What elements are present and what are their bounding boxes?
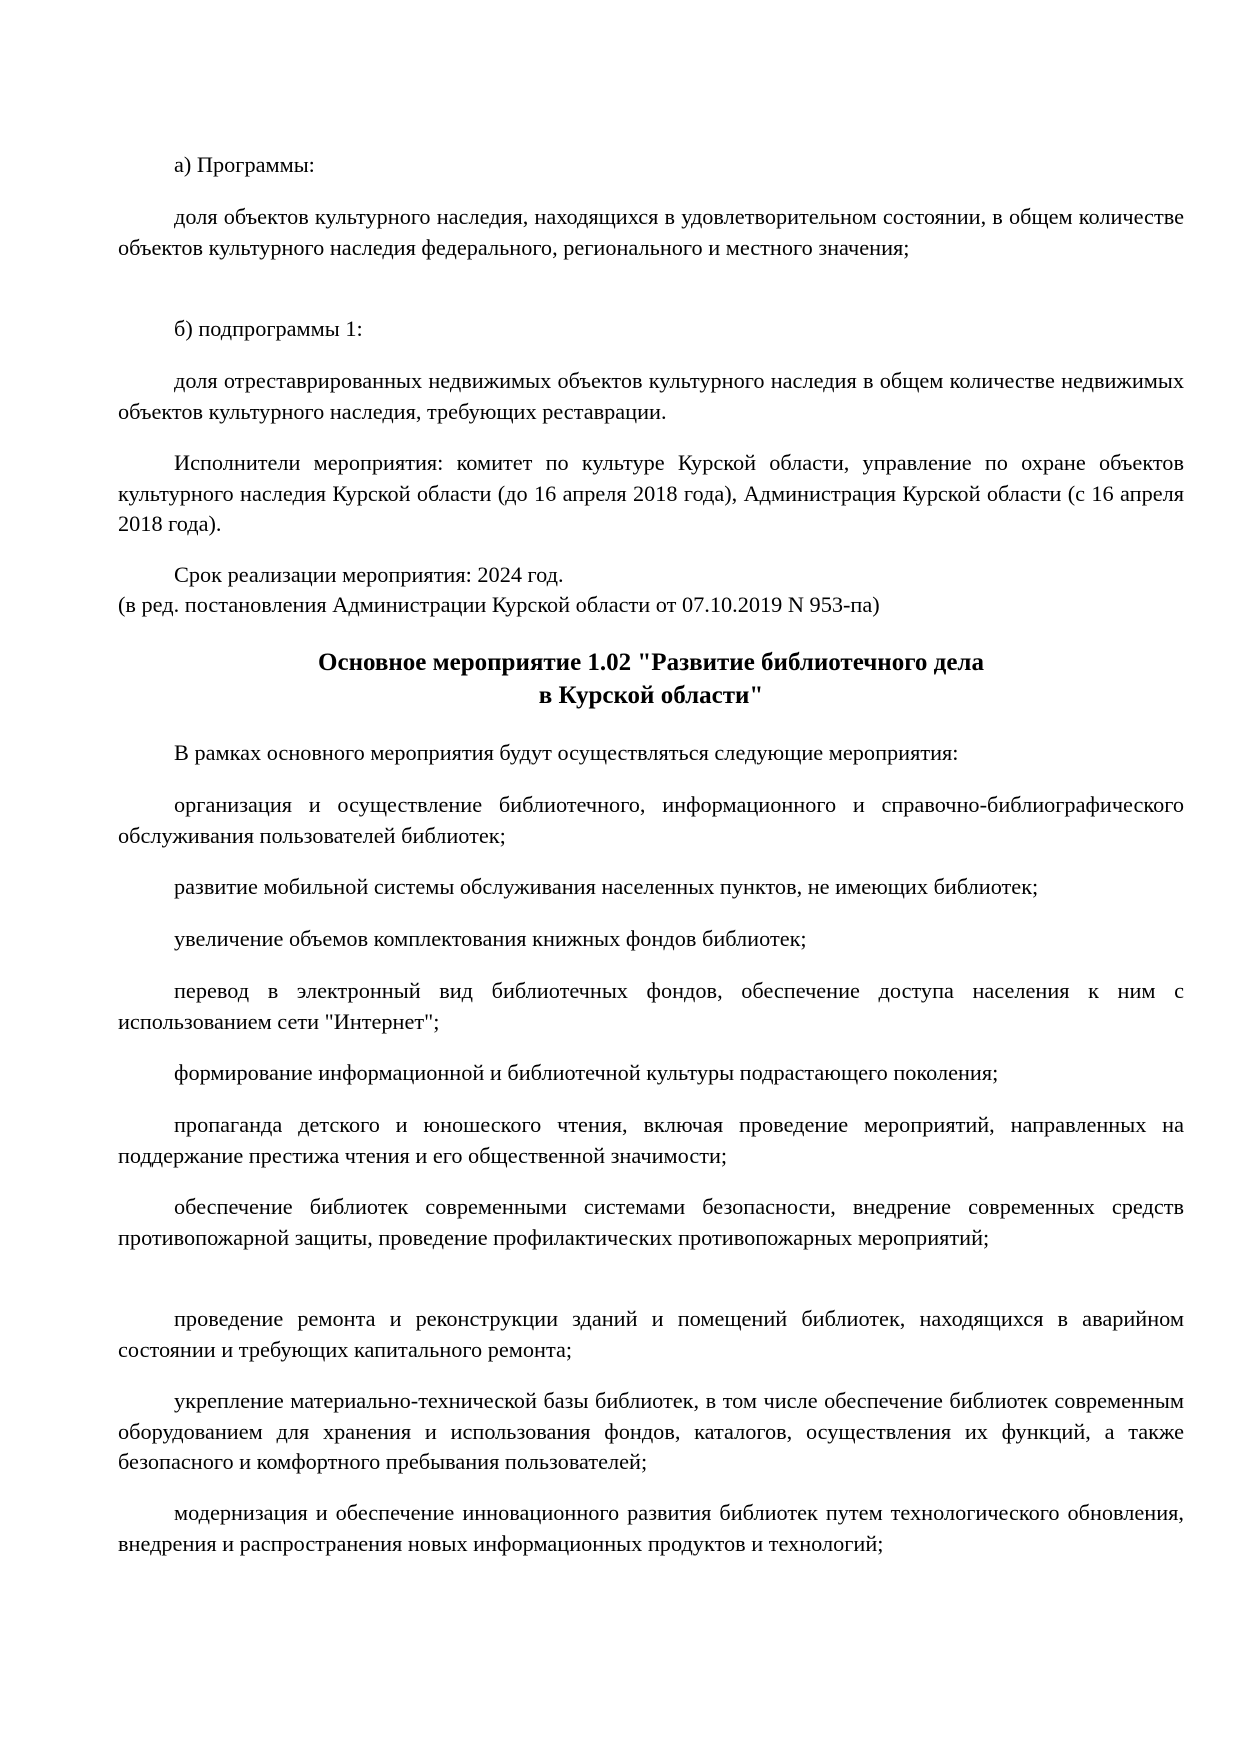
paragraph-measures-intro: В рамках основного мероприятия будут осуществляться следующие мероприятия:	[174, 740, 959, 765]
paragraph-subprogram-indicator: доля отреставрированных недвижимых объектов культурного наследия в общем количестве недвижимых объектов культурного наследия, требующих реставрации.	[118, 368, 1184, 424]
list-item: увеличение объемов комплектования книжных фондов библиотек;	[174, 926, 807, 951]
section-heading-line-1: Основное мероприятие 1.02 "Развитие библиотечного дела	[318, 649, 984, 676]
paragraph-program-label: а) Программы:	[174, 152, 315, 177]
list-item: обеспечение библиотек современными системами безопасности, внедрение современных средств противопожарной защиты, проведение профилактических противопожарных мероприятий;	[118, 1194, 1184, 1250]
section-heading	[118, 646, 1184, 712]
paragraph-term: Срок реализации мероприятия: 2024 год.	[174, 562, 564, 587]
list-item: модернизация и обеспечение инновационного развития библиотек путем технологического обновления, внедрения и распространения новых информационных продуктов и технологий;	[118, 1500, 1184, 1556]
list-item: формирование информационной и библиотечной культуры подрастающего поколения;	[174, 1060, 999, 1085]
list-item: развитие мобильной системы обслуживания населенных пунктов, не имеющих библиотек;	[174, 874, 1039, 899]
section-heading-line-2: в Курской области"	[538, 682, 764, 709]
list-item: организация и осуществление библиотечного, информационного и справочно-библиографического обслуживания пользователей библиотек;	[118, 792, 1184, 848]
list-item: пропаганда детского и юношеского чтения, включая проведение мероприятий, направленных на поддержание престижа чтения и его общественной значимости;	[118, 1112, 1184, 1168]
list-item: перевод в электронный вид библиотечных фондов, обеспечение доступа населения к ним с использованием сети "Интернет";	[118, 978, 1184, 1034]
paragraph-subprogram-label: б) подпрограммы 1:	[174, 316, 363, 341]
paragraph-amendment-note: (в ред. постановления Администрации Курской области от 07.10.2019 N 953-па)	[118, 592, 880, 617]
paragraph-executors: Исполнители мероприятия: комитет по культуре Курской области, управление по охране объектов культурного наследия Курской области (до 16 апреля 2018 года), Администрация Курской области (с 16 апреля 2018 года).	[118, 450, 1184, 536]
paragraph-program-indicator: доля объектов культурного наследия, находящихся в удовлетворительном состоянии, в общем количестве объектов культурного наследия федерального, регионального и местного значения;	[118, 204, 1184, 260]
list-item: укрепление материально-технической базы библиотек, в том числе обеспечение библиотек современным оборудованием для хранения и использования фондов, каталогов, осуществления их функций, а также безопасного и комфортного пребывания пользователей;	[118, 1388, 1184, 1474]
list-item: проведение ремонта и реконструкции зданий и помещений библиотек, находящихся в аварийном состоянии и требующих капитального ремонта;	[118, 1306, 1184, 1362]
